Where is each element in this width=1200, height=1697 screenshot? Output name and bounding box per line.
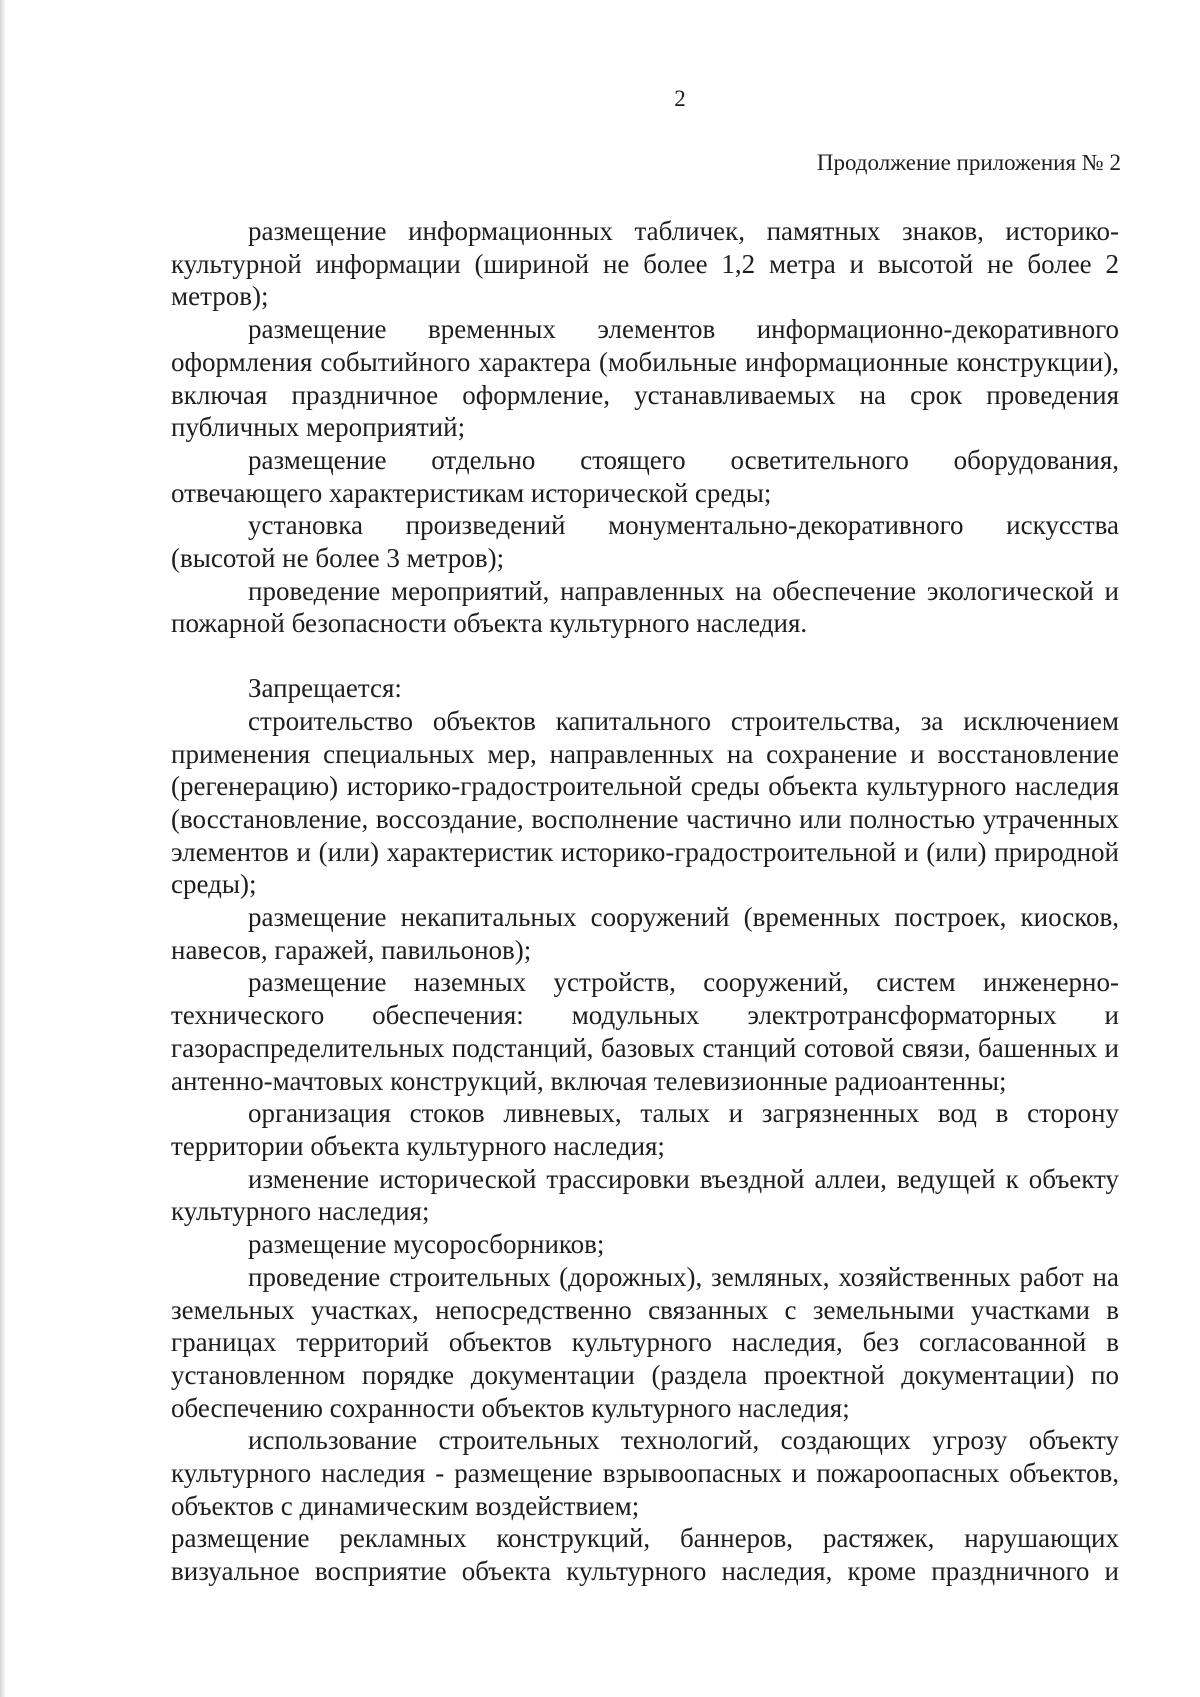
prohibited-item: размещение мусоросборников; [248,1229,605,1260]
prohibited-item: размещение рекламных конструкций, баннеров, растяжек, нарушающих визуальное восприятие объекта культурного наследия, кроме праздничного и [171,1523,1119,1587]
prohibited-item: изменение исторической трассировки въездной аллеи, ведущей к объекту культурного наследия; [171,1163,1119,1227]
prohibited-item: использование строительных технологий, создающих угрозу объекту культурного наследия - размещение взрывоопасных и пожароопасных объектов, объектов с динамическим воздействием; [171,1425,1119,1521]
document-body [171,215,1119,1588]
appendix-continuation-note: Продолжение приложения № 2 [816,150,1121,175]
prohibited-heading: Запрещается: [248,673,402,704]
permitted-item: размещение отдельно стоящего осветительного оборудования, отвечающего характеристикам исторической среды; [171,444,1119,508]
prohibited-item: размещение наземных устройств, сооружений, систем инженерно-технического обеспечения: модульных электротрансформаторных и газораспределительных подстанций, базовых станций сотовой связи, башенных и антенно-мачтовых конструкций, включая телевизионные радиоантенны; [171,967,1119,1096]
page-number: 2 [674,86,686,111]
scan-edge-shadow [0,0,6,1697]
permitted-item: размещение информационных табличек, памятных знаков, историко-культурной информации (шириной не более 1,2 метра и высотой не более 2 метров); [171,216,1119,312]
permitted-item: проведение мероприятий, направленных на обеспечение экологической и пожарной безопасности объекта культурного наследия. [171,575,1119,639]
prohibited-item: организация стоков ливневых, талых и загрязненных вод в сторону территории объекта культурного наследия; [171,1098,1119,1161]
permitted-item: размещение временных элементов информационно-декоративного оформления событийного характера (мобильные информационные конструкции), включая праздничное оформление, устанавливаемых на срок проведения публичных мероприятий; [171,314,1119,443]
prohibited-item: размещение некапитальных сооружений (временных построек, киосков, навесов, гаражей, павильонов); [171,902,1119,965]
permitted-item: установка произведений монументально-декоративного искусства (высотой не более 3 метров); [171,510,1119,574]
prohibited-item: проведение строительных (дорожных), земляных, хозяйственных работ на земельных участках, непосредственно связанных с земельными участками в границах территорий объектов культурного наследия, без согласованной в установленном порядке документации (раздела проектной документации) по обеспечению сохранности объектов культурного наследия; [171,1261,1119,1423]
prohibited-item: строительство объектов капитального строительства, за исключением применения специальных мер, направленных на сохранение и восстановление (регенерацию) историко-градостроительной среды объекта культурного наследия (восстановление, воссоздание, восполнение частично или полностью утраченных элементов и (или) характеристик историко-градостроительной и (или) природной среды); [171,705,1119,900]
